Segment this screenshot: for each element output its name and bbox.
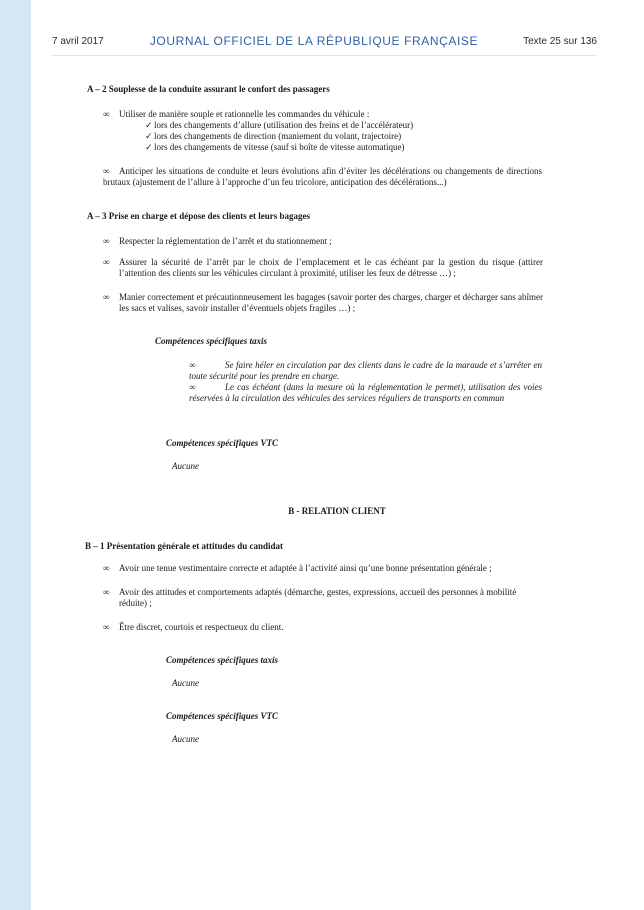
b1-item-1: Avoir une tenue vestimentaire correcte et adaptée à l’activité ainsi qu’une bonne présentation générale ; (119, 563, 492, 573)
journal-title: JOURNAL OFFICIEL DE LA RÉPUBLIQUE FRANÇAISE (149, 34, 479, 48)
left-margin-band (0, 0, 31, 910)
bullet-icon: ∞ (103, 109, 110, 119)
header-divider (51, 55, 597, 56)
b-taxis-heading: Compétences spécifiques taxis (166, 655, 278, 665)
bullet-icon: ∞ (103, 587, 110, 597)
bullet-icon: ∞ (103, 257, 110, 267)
a3-vtc-heading: Compétences spécifiques VTC (166, 438, 278, 448)
bullet-icon: ∞ (189, 360, 196, 370)
page-header (31, 36, 597, 56)
b-vtc-heading: Compétences spécifiques VTC (166, 711, 278, 721)
b1-item-2: Avoir des attitudes et comportements adaptés (démarche, gestes, expressions, accueil des personnes à mobilité réduite) ; (119, 587, 517, 609)
a3-item-1: Respecter la réglementation de l’arrêt et du stationnement ; (119, 236, 332, 246)
section-b1-heading: B – 1 Présentation générale et attitudes du candidat (85, 541, 283, 551)
bullet-icon: ∞ (103, 236, 110, 246)
b-vtc-value: Aucune (172, 734, 199, 744)
a2-item-2: Anticiper les situations de conduite et leurs évolutions afin d’éviter les décélérations ou changements de directions brutaux (ajustement de l’allure à l’approche d’un feu tricolore, anticipation des décélérations...) (103, 166, 542, 188)
section-b-title: B - RELATION CLIENT (288, 506, 386, 516)
b1-item-3: Être discret, courtois et respectueux du client. (119, 622, 284, 632)
check-icon: ✓ (145, 120, 153, 130)
a2-check-3: lors des changements de vitesse (sauf si boîte de vitesse automatique) (154, 142, 405, 152)
check-icon: ✓ (145, 131, 153, 141)
bullet-icon: ∞ (103, 292, 110, 302)
bullet-icon: ∞ (103, 563, 110, 573)
bullet-icon: ∞ (103, 166, 110, 176)
section-a2-heading: A – 2 Souplesse de la conduite assurant le confort des passagers (87, 84, 330, 94)
b-taxis-value: Aucune (172, 678, 199, 688)
a2-check-2: lors des changements de direction (maniement du volant, trajectoire) (154, 131, 402, 141)
bullet-icon: ∞ (103, 622, 110, 632)
a3-item-2: Assurer la sécurité de l’arrêt par le choix de l’emplacement et le cas échéant par la gestion du risque (attirer l’attention des clients sur les véhicules circulant à proximité, utiliser les feux de détresse …) ; (119, 257, 543, 279)
page-reference: Texte 25 sur 136 (523, 36, 597, 47)
a2-check-1: lors des changements d’allure (utilisation des freins et de l’accélérateur) (154, 120, 414, 130)
bullet-icon: ∞ (189, 382, 196, 392)
a3-taxis-item-1: Se faire héler en circulation par des clients dans le cadre de la maraude et s’arrêter en toute sécurité pour les prendre en charge. (189, 360, 542, 382)
a3-taxis-item-2: Le cas échéant (dans la mesure où la réglementation le permet), utilisation des voies réservées à la circulation des véhicules des services réguliers de transports en commun (189, 382, 542, 404)
a3-item-3: Manier correctement et précautionneusement les bagages (savoir porter des charges, charger et décharger sans abîmer les sacs et valises, savoir installer d’éventuels objets fragiles …) ; (119, 292, 543, 314)
section-a3-heading: A – 3 Prise en charge et dépose des clients et leurs bagages (87, 211, 310, 221)
a3-vtc-value: Aucune (172, 461, 199, 471)
a3-taxis-heading: Compétences spécifiques taxis (155, 336, 267, 346)
check-icon: ✓ (145, 142, 153, 152)
header-date: 7 avril 2017 (52, 36, 104, 47)
a2-item-1: Utiliser de manière souple et rationnelle les commandes du véhicule : (119, 109, 370, 119)
